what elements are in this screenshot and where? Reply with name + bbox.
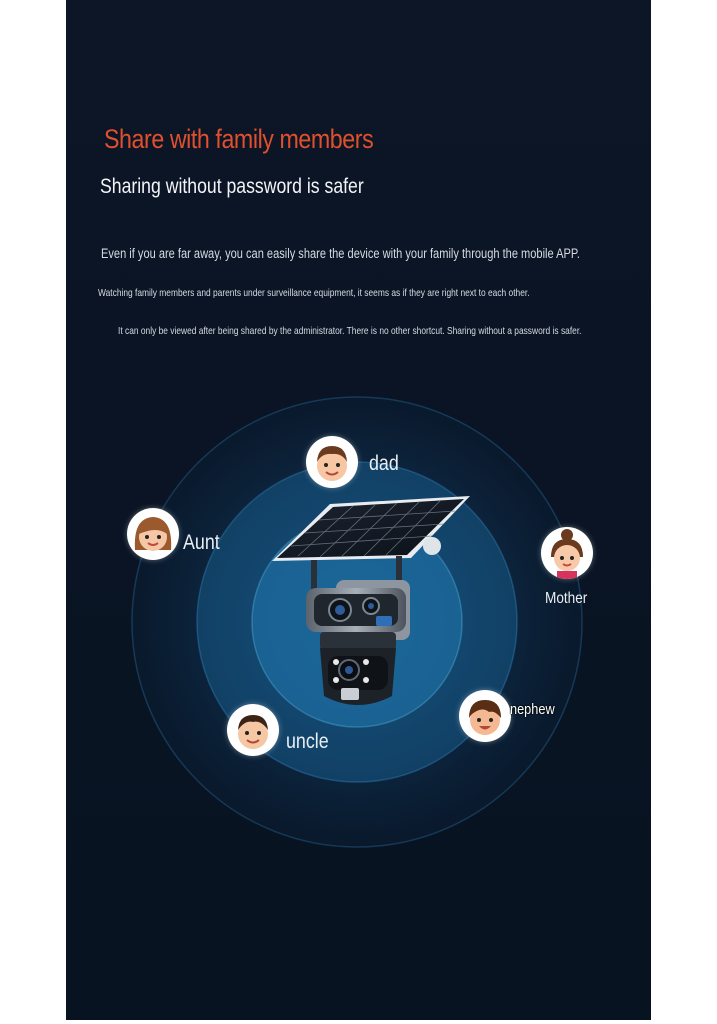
page-title: Share with family members bbox=[104, 124, 374, 154]
page-subtitle: Sharing without password is safer bbox=[100, 175, 364, 198]
aunt-label: Aunt bbox=[183, 531, 220, 554]
product-panel bbox=[66, 0, 651, 1020]
nephew-label: nephew bbox=[510, 701, 555, 718]
uncle-label: uncle bbox=[286, 730, 329, 753]
nephew-avatar bbox=[459, 690, 511, 742]
description-line-3: It can only be viewed after being shared by the administrator. There is no other shortcut. Sharing without a password is safer. bbox=[118, 325, 582, 337]
mother-label: Mother bbox=[545, 590, 588, 607]
dad-avatar bbox=[306, 436, 358, 488]
aunt-avatar bbox=[127, 508, 179, 560]
description-line-2: Watching family members and parents under surveillance equipment, it seems as if they are right next to each other. bbox=[98, 287, 530, 299]
uncle-avatar bbox=[227, 704, 279, 756]
dad-label: dad bbox=[369, 452, 399, 475]
description-line-1: Even if you are far away, you can easily share the device with your family through the mobile APP. bbox=[101, 246, 580, 261]
mother-avatar bbox=[541, 527, 593, 579]
sharing-rings-illustration bbox=[66, 380, 651, 880]
